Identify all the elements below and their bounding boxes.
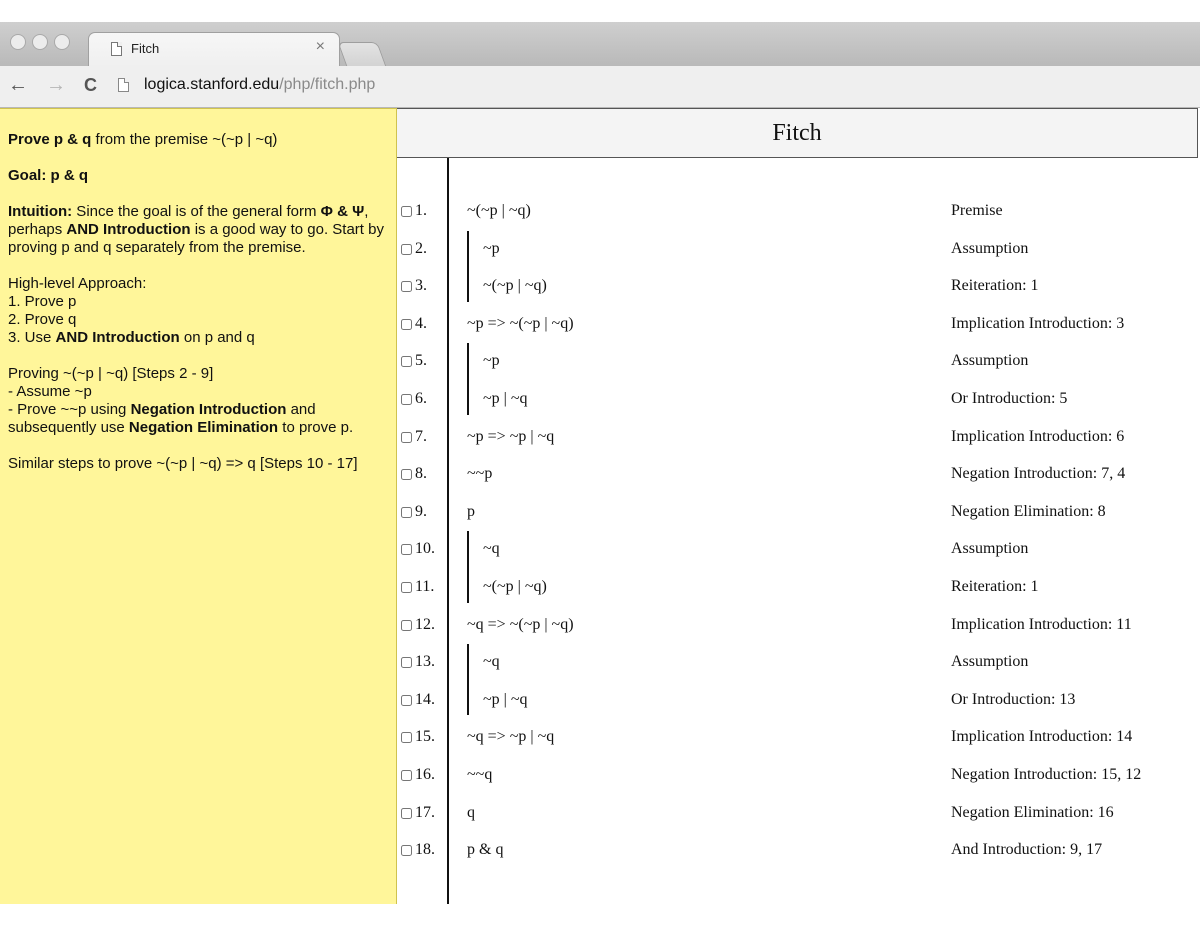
line-justification[interactable]: Assumption (951, 352, 1029, 370)
line-number: 7. (415, 427, 427, 445)
line-formula[interactable]: ~p => ~(~p | ~q) (467, 314, 574, 332)
subproof-bar (467, 531, 469, 602)
proving-step-1: - Assume ~p (8, 383, 92, 400)
approach-step-2: 2. Prove q (8, 311, 77, 328)
line-justification[interactable]: And Introduction: 9, 17 (951, 841, 1103, 859)
proving-text-c: to prove p. (278, 419, 354, 436)
intuition-text-3: is a good way to go. Start by proving p and q separately from the premise. (8, 221, 384, 256)
step3-text-a: 3. Use (8, 329, 56, 346)
address-bar[interactable] (144, 76, 375, 94)
proof-line (397, 799, 1197, 836)
line-select-checkbox[interactable] (401, 695, 412, 706)
prove-rest: from the premise ~(~p | ~q) (91, 131, 278, 148)
zoom-window-button[interactable] (54, 34, 70, 50)
line-formula[interactable]: ~p (483, 352, 500, 370)
line-formula[interactable]: p & q (467, 841, 504, 859)
line-number: 18. (415, 841, 435, 859)
line-justification[interactable]: Implication Introduction: 14 (951, 728, 1133, 746)
proof-line (397, 535, 1197, 572)
line-select-checkbox[interactable] (401, 469, 412, 480)
proving-step-2 (8, 401, 388, 437)
minimize-window-button[interactable] (32, 34, 48, 50)
intuition-label: Intuition: (8, 203, 73, 220)
proof-line (397, 761, 1197, 798)
line-formula[interactable]: ~q => ~(~p | ~q) (467, 615, 574, 633)
line-justification[interactable]: Premise (951, 202, 1003, 219)
line-select-checkbox[interactable] (401, 544, 412, 555)
problem-statement (8, 131, 388, 149)
proving-title: Proving ~(~p | ~q) [Steps 2 - 9] (8, 365, 214, 382)
intuition-text-1: Since the goal is of the general form (72, 203, 321, 220)
line-justification[interactable]: Negation Introduction: 15, 12 (951, 766, 1142, 783)
proving-text-b: and subsequently use (8, 401, 316, 436)
line-formula[interactable]: ~q (483, 653, 500, 671)
back-icon[interactable]: ← (8, 74, 28, 96)
proof-line (397, 611, 1197, 648)
step3-rule: AND Introduction (55, 329, 180, 346)
proof-line (397, 648, 1197, 685)
document-icon (111, 42, 122, 56)
close-icon[interactable]: × (315, 38, 325, 55)
new-tab-button[interactable] (337, 42, 386, 67)
line-justification[interactable]: Implication Introduction: 11 (951, 615, 1132, 633)
line-formula[interactable]: ~p | ~q (483, 390, 528, 407)
line-formula[interactable]: p (467, 502, 475, 520)
line-formula[interactable]: ~q => ~p | ~q (467, 728, 555, 746)
line-number: 16. (415, 766, 435, 783)
proof-line (397, 347, 1197, 384)
line-formula[interactable]: ~q (483, 540, 500, 558)
subproof-bar (467, 644, 469, 715)
intuition (8, 203, 388, 257)
proving-rule-1: Negation Introduction (130, 401, 287, 418)
fitch-title: Fitch (397, 108, 1198, 158)
line-select-checkbox[interactable] (401, 394, 412, 405)
line-select-checkbox[interactable] (401, 582, 412, 593)
line-formula[interactable]: ~p (483, 239, 500, 257)
subproof-bar (467, 231, 469, 302)
proof-line (397, 272, 1197, 309)
proof-line (397, 423, 1197, 460)
intuition-text-2: , perhaps (8, 203, 369, 238)
goal-text: Goal: p & q (8, 167, 88, 184)
approach-step-3 (8, 329, 388, 347)
line-select-checkbox[interactable] (401, 244, 412, 255)
line-number: 8. (415, 465, 427, 483)
line-justification[interactable]: Implication Introduction: 6 (951, 427, 1125, 445)
line-justification[interactable]: Assumption (951, 540, 1029, 558)
line-justification[interactable]: Negation Introduction: 7, 4 (951, 465, 1126, 483)
line-formula[interactable]: ~p | ~q (483, 690, 528, 708)
line-select-checkbox[interactable] (401, 356, 412, 367)
proof-line (397, 235, 1197, 272)
approach-step-1: 1. Prove p (8, 293, 77, 310)
browser-toolbar (0, 66, 1200, 108)
hint-panel (0, 108, 397, 904)
proof-line (397, 310, 1197, 347)
tab-title: Fitch (131, 41, 160, 56)
line-number: 12. (415, 615, 435, 633)
close-window-button[interactable] (10, 34, 26, 50)
line-justification[interactable]: Negation Elimination: 16 (951, 803, 1114, 821)
line-justification[interactable]: Assumption (951, 239, 1029, 257)
step3-text-b: on p and q (179, 329, 255, 346)
line-select-checkbox[interactable] (401, 845, 412, 856)
line-select-checkbox[interactable] (401, 206, 412, 217)
line-number: 5. (415, 352, 427, 370)
line-justification[interactable]: Or Introduction: 13 (951, 690, 1076, 708)
proof-line (397, 573, 1197, 610)
line-select-checkbox[interactable] (401, 281, 412, 292)
proving-rule-2: Negation Elimination (128, 419, 279, 436)
page-icon (118, 78, 129, 92)
line-number: 11. (415, 578, 435, 595)
line-number: 2. (415, 239, 427, 257)
proof-line (397, 385, 1197, 422)
line-justification[interactable]: Implication Introduction: 3 (951, 314, 1125, 332)
line-number: 3. (415, 277, 427, 295)
line-select-checkbox[interactable] (401, 732, 412, 743)
line-justification[interactable]: Reiteration: 1 (951, 578, 1039, 595)
line-justification[interactable]: Negation Elimination: 8 (951, 502, 1106, 520)
forward-icon[interactable]: → (46, 74, 66, 96)
line-formula[interactable]: ~p => ~p | ~q (467, 427, 555, 445)
line-select-checkbox[interactable] (401, 507, 412, 518)
approach-title: High-level Approach: (8, 275, 147, 292)
line-formula[interactable]: ~(~p | ~q) (483, 277, 547, 295)
intuition-rule: AND Introduction (66, 221, 191, 238)
proving-text-a: - Prove ~~p using (8, 401, 131, 418)
prove-label: Prove p & q (8, 131, 92, 148)
line-formula[interactable]: ~~q (467, 766, 493, 783)
line-formula[interactable]: ~~p (467, 465, 493, 483)
proof-line (397, 836, 1197, 873)
reload-icon[interactable]: C (84, 75, 97, 95)
line-number: 14. (415, 690, 435, 708)
line-number: 4. (415, 314, 427, 332)
line-justification[interactable]: Or Introduction: 5 (951, 390, 1068, 407)
line-formula[interactable]: ~(~p | ~q) (467, 202, 531, 219)
line-select-checkbox[interactable] (401, 620, 412, 631)
line-number: 15. (415, 728, 435, 746)
browser-tab[interactable] (88, 32, 340, 67)
line-number: 17. (415, 803, 435, 821)
line-select-checkbox[interactable] (401, 657, 412, 668)
line-formula[interactable]: ~(~p | ~q) (483, 578, 547, 595)
line-select-checkbox[interactable] (401, 432, 412, 443)
line-number: 1. (415, 202, 427, 219)
proof-line (397, 197, 1197, 234)
proof-line (397, 460, 1197, 497)
line-select-checkbox[interactable] (401, 808, 412, 819)
url-path: /php/fitch.php (279, 76, 376, 93)
line-number: 13. (415, 653, 435, 671)
similar-steps: Similar steps to prove ~(~p | ~q) => q [Steps 10 - 17] (8, 455, 358, 472)
line-number: 6. (415, 390, 427, 407)
line-select-checkbox[interactable] (401, 770, 412, 781)
proof-line (397, 498, 1197, 535)
subproof-bar (467, 343, 469, 414)
browser-titlebar (0, 22, 1200, 66)
line-number: 9. (415, 502, 427, 520)
line-justification[interactable]: Reiteration: 1 (951, 277, 1039, 295)
line-formula[interactable]: q (467, 803, 475, 821)
line-justification[interactable]: Assumption (951, 653, 1029, 671)
proof-line (397, 686, 1197, 723)
line-select-checkbox[interactable] (401, 319, 412, 330)
url-host: logica.stanford.edu (144, 76, 280, 93)
line-number: 10. (415, 540, 435, 558)
proof-line (397, 723, 1197, 760)
intuition-form: Φ & Ψ (320, 203, 365, 220)
goal (8, 167, 388, 185)
